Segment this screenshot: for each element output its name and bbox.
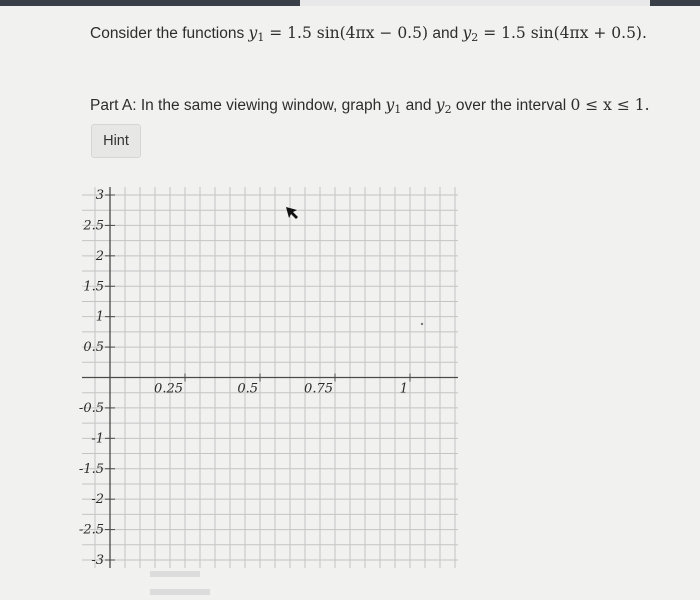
x-tick-label: 1 [399, 381, 408, 397]
y-tick-label: 2.5 [83, 218, 104, 234]
y-tick-label: 0.5 [83, 340, 104, 356]
y1-function: $y_1 = 1.5$ sin(4πx − 0.5) [248, 24, 429, 44]
part-a-instruction: Part A: In the same viewing window, graph $y_1$ and $y_2$ over the interval 0 ≤ x ≤ 1. [90, 96, 650, 116]
y-tick-label: -3 [91, 553, 104, 568]
mouse-cursor-icon [286, 207, 298, 219]
y-tick-label: -1.5 [78, 461, 104, 477]
stray-dot [421, 323, 423, 325]
problem-statement [90, 24, 647, 44]
x-tick-label: 0.5 [237, 381, 258, 397]
graph-canvas[interactable] [70, 185, 462, 570]
problem-connector: and [432, 25, 459, 42]
y-tick-label: 1 [95, 309, 104, 325]
x-tick-label: 0.75 [304, 381, 333, 397]
hint-button[interactable]: Hint [91, 124, 141, 158]
axes [82, 187, 458, 568]
y-tick-label: -2.5 [78, 522, 104, 538]
x-tick-label: 0.25 [154, 381, 183, 397]
y-tick-label: 3 [95, 188, 104, 203]
problem-intro: Consider the functions [90, 25, 245, 42]
interval: 0 ≤ x ≤ 1. [570, 96, 650, 114]
bottom-tabs [150, 564, 270, 570]
y-tick-label: -1 [91, 431, 104, 447]
x-axis-labels [154, 382, 408, 397]
y-tick-label: -2 [91, 492, 104, 508]
y2-function: $y_2 = 1.5$ sin(4πx + 0.5). [462, 24, 647, 44]
top-bar [0, 0, 700, 6]
y-tick-label: -0.5 [78, 400, 104, 416]
y-tick-label: 2 [95, 248, 104, 264]
y-tick-label: 1.5 [83, 279, 104, 295]
